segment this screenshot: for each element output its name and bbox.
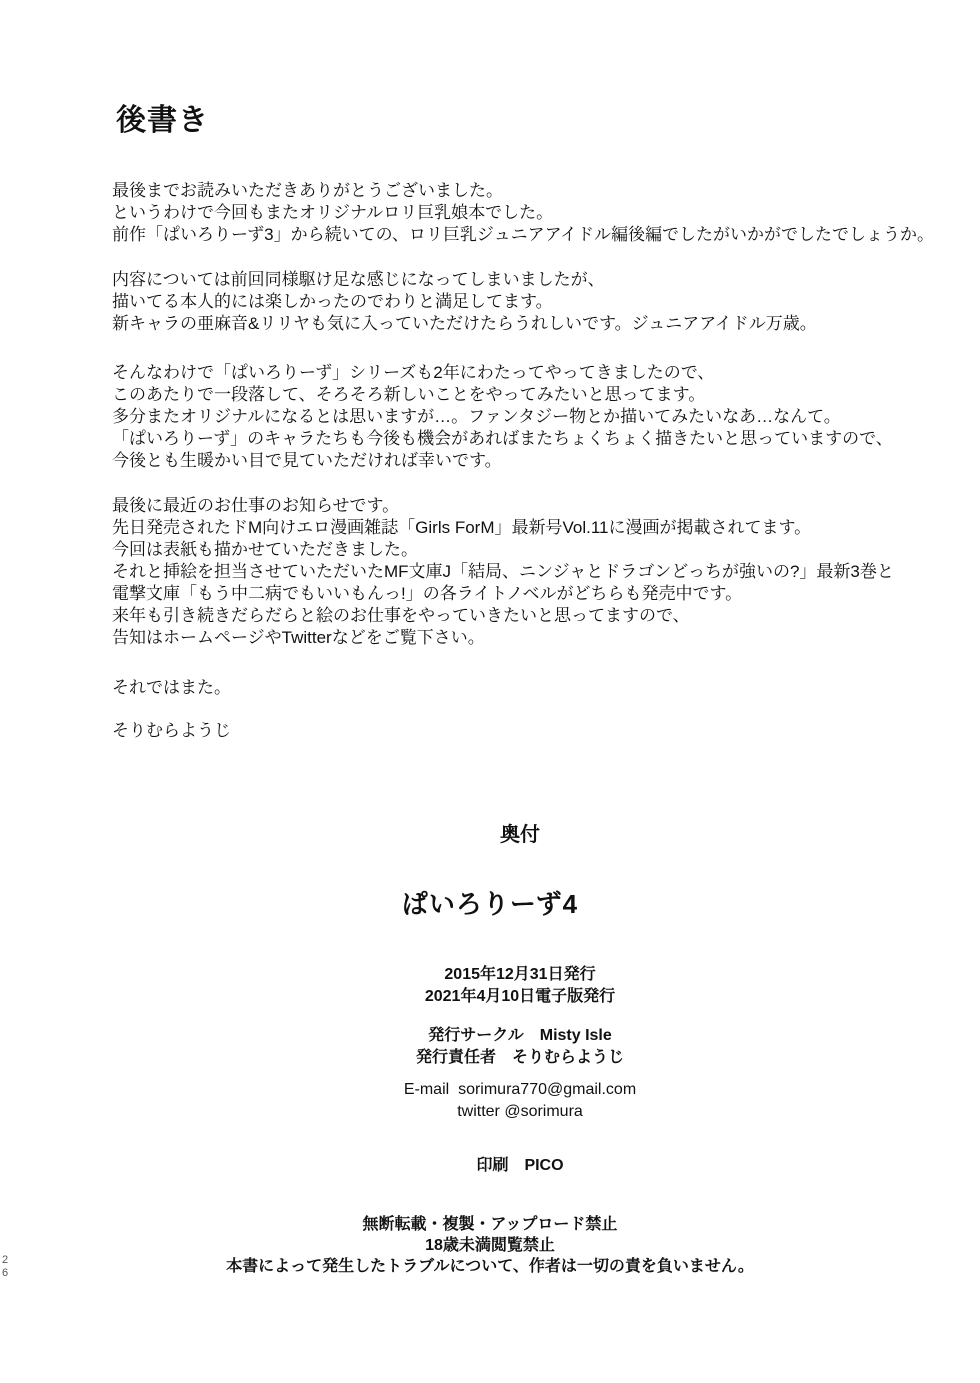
legal-notices [0, 1214, 980, 1277]
digital-edition-date: 2021年4月10日電子版発行 [424, 988, 616, 1005]
notice-line: 本書によって発生したトラブルについて、作者は一切の責を負いません。 [226, 1258, 754, 1275]
text-line: そりむらようじ [112, 721, 231, 740]
text-line: 告知はホームページやTwitterなどをご覧下さい。 [112, 628, 485, 647]
text-line: このあたりで一段落して、そろそろ新しいことをやってみたいと思ってます。 [112, 385, 706, 404]
text-line: 最後に最近のお仕事のお知らせです。 [112, 496, 400, 515]
text-line: 最後までお読みいただきありがとうございました。 [112, 181, 503, 200]
publisher-name: 発行責任者 そりむらようじ [415, 1049, 624, 1066]
edition-dates [0, 964, 980, 1008]
text-line: 今回は表紙も描かせていただきました。 [112, 540, 418, 559]
text-line: 「ぱいろりーず」のキャラたちも今後も機会があればまたちょくちょく描きたいと思っていますので、 [112, 429, 893, 448]
notice-line: 無断転載・複製・アップロード禁止 [362, 1216, 618, 1233]
email-address: E-mail sorimura770@gmail.com [403, 1081, 637, 1098]
text-line: 多分またオリジナルになるとは思いますが…。ファンタジー物とか描いてみたいなあ…なんて。 [112, 407, 841, 426]
circle-name: 発行サークル Misty Isle [428, 1027, 612, 1044]
printer-name: 印刷 PICO [476, 1157, 564, 1174]
text-line: 内容については前回同様駆け足な感じになってしまいましたが、 [112, 270, 605, 289]
text-line: 描いてる本人的には楽しかったのでわりと満足してます。 [112, 292, 553, 311]
afterword-paragraph-3 [112, 362, 972, 472]
text-line: というわけで今回もまたオリジナルロリ巨乳娘本でした。 [112, 203, 554, 222]
contact-info [0, 1079, 980, 1123]
text-line: それではまた。 [112, 678, 231, 697]
text-line: 来年も引き続きだらだらと絵のお仕事をやっていきたいと思ってますので、 [112, 606, 690, 625]
publisher-info [0, 1025, 980, 1069]
text-line: 新キャラの亜麻音&リリヤも気に入っていただけたらうれしいです。ジュニアアイドル万歳。 [112, 314, 817, 333]
afterword-paragraph-1 [112, 180, 972, 246]
text-line: 今後とも生暖かい目で見ていただければ幸いです。 [112, 451, 502, 470]
afterword-paragraph-2 [112, 269, 972, 335]
page-number-digit: 2 [2, 1254, 9, 1266]
page-title: 後書き [116, 104, 209, 137]
printer-info [0, 1155, 980, 1177]
afterword-closing [112, 677, 972, 699]
book-title: ぱいろりーず4 [401, 889, 579, 919]
text-line: 電撃文庫「もう中二病でもいいもんっ!」の各ライトノベルがどちらも発売中です。 [112, 584, 743, 603]
page-number-digit: 6 [2, 1267, 9, 1279]
text-line: 前作「ぱいろりーず3」から続いての、ロリ巨乳ジュニアアイドル編後編でしたがいかがでしたでしょうか。 [112, 225, 935, 244]
print-edition-date: 2015年12月31日発行 [444, 966, 596, 983]
notice-line: 18歳未満閲覧禁止 [425, 1237, 555, 1254]
author-signature [112, 720, 972, 742]
text-line: そんなわけで「ぱいろりーず」シリーズも2年にわたってやってきましたので、 [112, 363, 715, 382]
afterword-paragraph-4 [112, 495, 972, 649]
page-number [2, 1254, 8, 1280]
twitter-handle: twitter @sorimura [457, 1103, 583, 1120]
colophon-heading: 奥付 [500, 824, 540, 846]
text-line: 先日発売されたドM向けエロ漫画雑誌「Girls ForM」最新号Vol.11に漫画が掲載されてます。 [112, 518, 812, 537]
text-line: それと挿絵を担当させていただいたMF文庫J「結局、ニンジャとドラゴンどっちが強いの?」最新3巻と [112, 562, 894, 581]
